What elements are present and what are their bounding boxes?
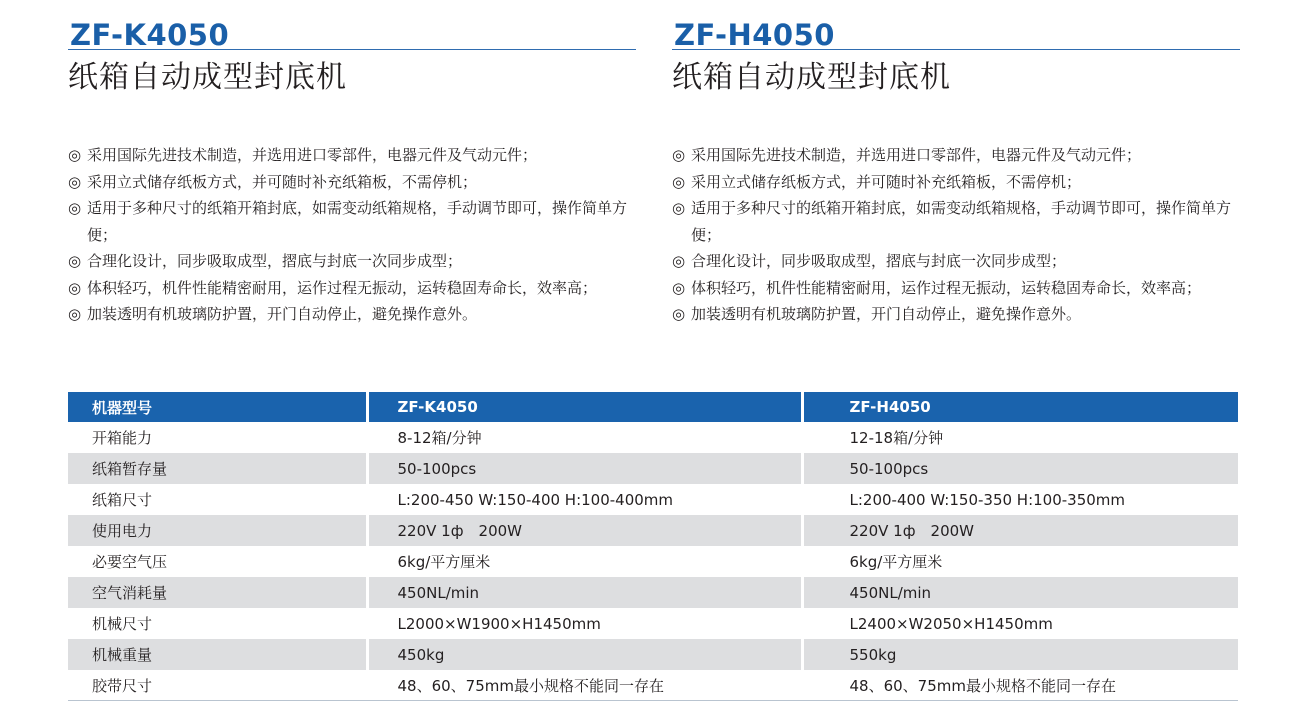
table-row [68, 515, 1238, 546]
spec-value-k4050: 220V 1ф 200W [367, 515, 802, 546]
feature-item: ◎ 加装透明有机玻璃防护置，开门自动停止，避免操作意外。 [672, 301, 1240, 328]
header-cell-label: 机器型号 [68, 392, 367, 422]
spec-value-k4050: L:200-450 W:150-400 H:100-400mm [367, 484, 802, 515]
bullet-icon: ◎ [672, 305, 686, 323]
table-row [68, 639, 1238, 670]
feature-item: ◎ 采用立式储存纸板方式，并可随时补充纸箱板，不需停机； [672, 169, 1240, 196]
table-row [68, 608, 1238, 639]
feature-item: ◎ 采用国际先进技术制造，并选用进口零部件，电器元件及气动元件； [68, 142, 636, 169]
bullet-icon: ◎ [672, 146, 686, 164]
feature-item: ◎ 适用于多种尺寸的纸箱开箱封底，如需变动纸箱规格，手动调节即可，操作简单方便； [672, 195, 1240, 248]
feature-item: ◎ 加装透明有机玻璃防护置，开门自动停止，避免操作意外。 [68, 301, 636, 328]
spec-label: 使用电力 [68, 515, 367, 546]
product-column-h4050 [672, 0, 1240, 323]
bullet-icon: ◎ [672, 278, 686, 297]
table-row [68, 453, 1238, 484]
table-row [68, 422, 1238, 453]
spec-value-k4050: 50-100pcs [367, 453, 802, 484]
bullet-icon: ◎ [68, 199, 82, 217]
bullet-icon: ◎ [672, 172, 686, 191]
feature-list [68, 142, 636, 328]
spec-value-k4050: 6kg/平方厘米 [367, 546, 802, 577]
product-subtitle: 纸箱自动成型封底机 [68, 60, 347, 95]
bullet-icon: ◎ [672, 199, 686, 217]
product-column-k4050 [68, 0, 636, 323]
table-row [68, 484, 1238, 515]
feature-item: ◎ 采用国际先进技术制造，并选用进口零部件，电器元件及气动元件； [672, 142, 1240, 169]
bullet-icon: ◎ [672, 252, 686, 270]
product-subtitle: 纸箱自动成型封底机 [672, 60, 951, 95]
spec-label: 开箱能力 [92, 429, 153, 447]
feature-item: ◎ 合理化设计，同步吸取成型，摺底与封底一次同步成型； [672, 248, 1240, 275]
spec-value-h4050: 12-18箱/分钟 [802, 422, 1238, 453]
spec-value-k4050: L2000×W1900×H1450mm [367, 608, 802, 639]
table-row [68, 546, 1238, 577]
header-cell-k4050: ZF-K4050 [367, 392, 802, 422]
spec-label: 纸箱尺寸 [92, 491, 153, 509]
spec-value-h4050: 48、60、75mm最小规格不能同一存在 [802, 670, 1238, 701]
feature-item: ◎ 体积轻巧，机件性能精密耐用，运作过程无振动，运转稳固寿命长，效率高； [68, 275, 636, 302]
spec-label: 胶带尺寸 [92, 677, 153, 695]
bullet-icon: ◎ [68, 146, 82, 164]
feature-item: ◎ 适用于多种尺寸的纸箱开箱封底，如需变动纸箱规格，手动调节即可，操作简单方便； [68, 195, 636, 248]
spec-value-k4050: 450kg [367, 639, 802, 670]
table-row [68, 577, 1238, 608]
feature-item: ◎ 体积轻巧，机件性能精密耐用，运作过程无振动，运转稳固寿命长，效率高； [672, 275, 1240, 302]
spec-value-h4050: 6kg/平方厘米 [802, 546, 1238, 577]
bullet-icon: ◎ [68, 172, 82, 191]
spec-value-h4050: L2400×W2050×H1450mm [802, 608, 1238, 639]
spec-value-k4050: 48、60、75mm最小规格不能同一存在 [367, 670, 802, 701]
bullet-icon: ◎ [68, 278, 82, 297]
table-row [68, 670, 1238, 701]
spec-value-h4050: L:200-400 W:150-350 H:100-350mm [802, 484, 1238, 515]
spec-value-h4050: 220V 1ф 200W [802, 515, 1238, 546]
spec-label: 机械重量 [68, 639, 367, 670]
spec-value-h4050: 450NL/min [802, 577, 1238, 608]
spec-value-k4050: 450NL/min [367, 577, 802, 608]
feature-item: ◎ 合理化设计，同步吸取成型，摺底与封底一次同步成型； [68, 248, 636, 275]
spec-value-h4050: 50-100pcs [802, 453, 1238, 484]
spec-label: 空气消耗量 [68, 577, 367, 608]
spec-table-header [68, 392, 1238, 422]
bullet-icon: ◎ [68, 305, 82, 323]
spec-label: 机械尺寸 [92, 615, 153, 633]
spec-label: 必要空气压 [92, 553, 168, 571]
spec-table [68, 392, 1238, 701]
table-bottom-divider [68, 700, 1238, 701]
spec-label: 纸箱暂存量 [68, 453, 367, 484]
model-title: ZF-K4050 [68, 0, 636, 50]
model-title: ZF-H4050 [672, 0, 1240, 50]
header-cell-h4050: ZF-H4050 [802, 392, 1238, 422]
feature-item: ◎ 采用立式储存纸板方式，并可随时补充纸箱板，不需停机； [68, 169, 636, 196]
spec-value-k4050: 8-12箱/分钟 [367, 422, 802, 453]
bullet-icon: ◎ [68, 252, 82, 270]
spec-value-h4050: 550kg [802, 639, 1238, 670]
feature-list [672, 142, 1240, 328]
